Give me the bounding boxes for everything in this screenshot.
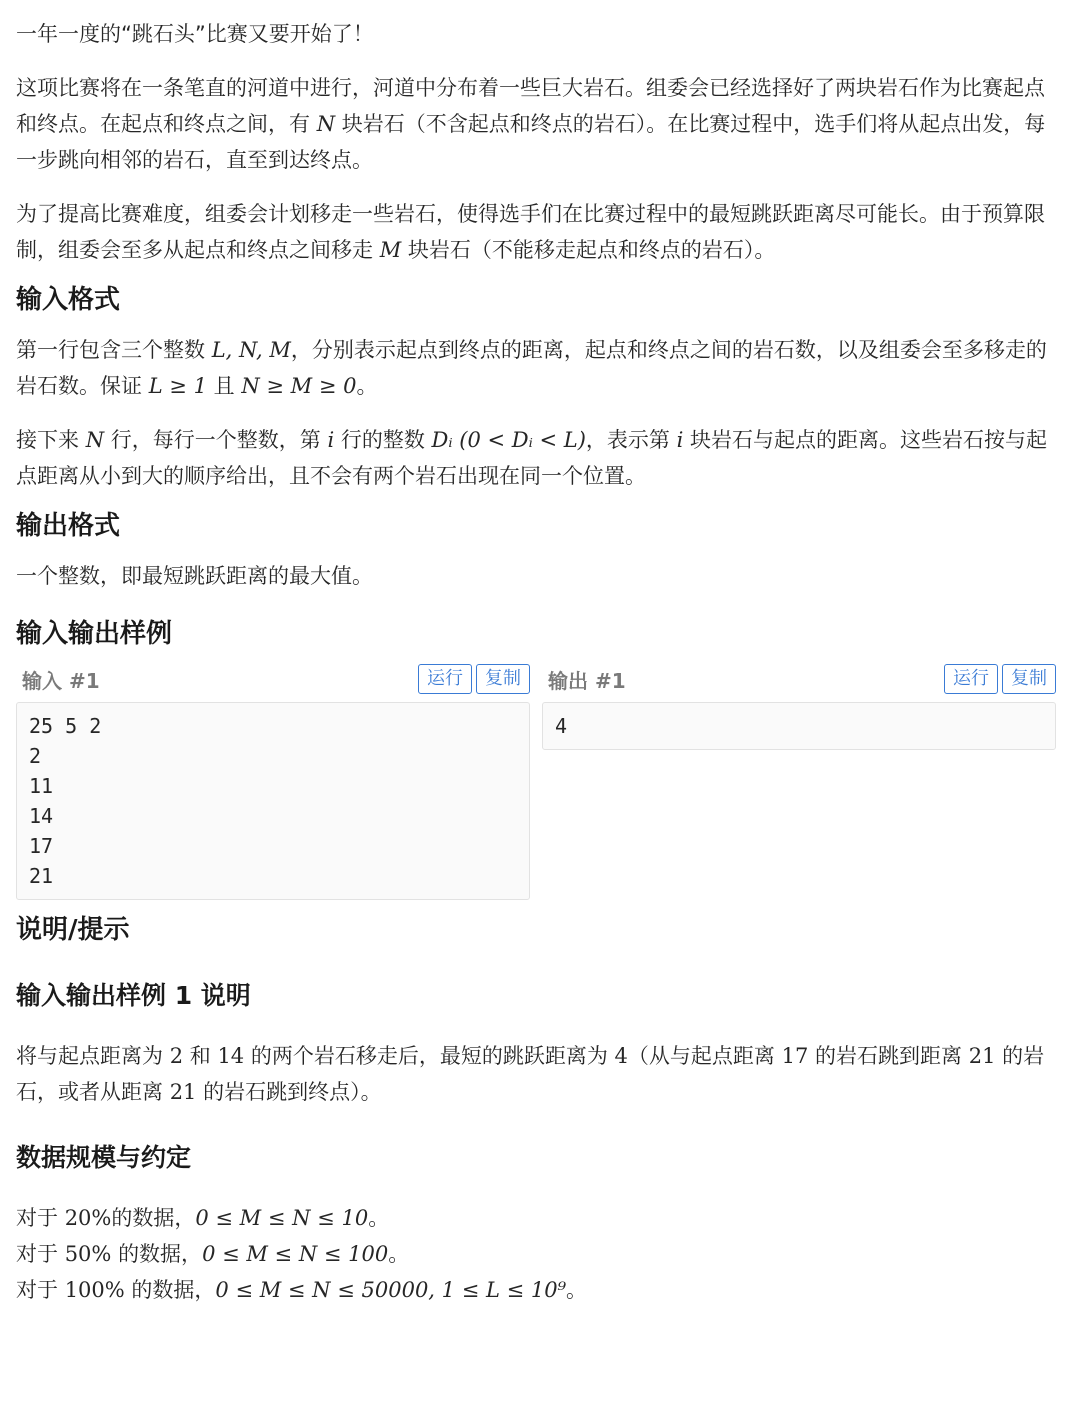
text: 且 [213,374,235,398]
samples-heading: 输入输出样例 [16,619,173,649]
samples-container [16,662,1056,900]
sample-output [542,662,1056,900]
text: 的岩石跳到终点）。 [203,1080,382,1104]
number: 2 [169,1044,184,1068]
input-format-paragraph-1 [16,332,1056,404]
sample-output-buttons [944,664,1056,694]
sample-explanation-heading: 输入输出样例 1 说明 [16,981,251,1010]
text: ，分别表示起点到终点的距离，起点和终点之间的岩石数，以及组委会至多移走的岩石数。保证 [16,338,1047,398]
constraint-20 [16,1200,1056,1236]
text: 将与起点距离为 [16,1044,163,1068]
sample-input-code[interactable]: 25 5 2 2 11 14 17 21 [16,702,530,900]
input-format-heading: 输入格式 [16,285,121,315]
text: 的数据， [118,1242,203,1266]
text: 接下来 [16,428,79,452]
var-n: N [85,428,105,452]
text: 这项比赛将在一条笔直的河道中进行，河道中分布着一些巨大岩石。组委会已经选择好了两块岩石作为比赛起点和终点。在起点和终点之间，有 [16,76,1045,136]
text: （从与起点距离 [627,1044,775,1068]
sample-input [16,662,530,900]
percent: 50% [64,1242,112,1266]
math-expression: 0 ≤ M ≤ N ≤ 10 [195,1206,369,1230]
run-output-button[interactable]: 运行 [944,664,998,694]
percent: 20% [64,1206,112,1230]
var-i: i [676,428,684,452]
var-n: N [316,112,336,136]
copy-input-button[interactable]: 复制 [476,664,530,694]
text: 第一行包含三个整数 [16,338,205,362]
description-paragraph-1 [16,70,1056,178]
text: 为了提高比赛难度，组委会计划移走一些岩石，使得选手们在比赛过程中的最短跳跃距离尽可能长。由于预算限制，组委会至多从起点和终点之间移走 [16,202,1045,262]
text: ，表示第 [585,428,670,452]
text: 块岩石（不含起点和终点的岩石）。在比赛过程中，选手们将从起点出发，每一步跳向相邻的岩石，直至到达终点。 [16,112,1046,172]
number: 4 [614,1044,628,1068]
text: 对于 [16,1206,58,1230]
text: 的数据， [111,1206,196,1230]
output-format-heading: 输出格式 [16,511,121,541]
sample-output-header [542,662,1056,696]
data-range-heading: 数据规模与约定 [16,1143,192,1172]
math-vars: L, N, M [211,338,291,362]
text: 的数据， [131,1278,216,1302]
copy-output-button[interactable]: 复制 [1002,664,1056,694]
output-format-text: 一个整数，即最短跳跃距离的最大值。 [16,564,373,588]
text: 块岩石与起点的距离。这些岩石按与起点距离从小到大的顺序给出，且不会有两个岩石出现在同一个位置。 [16,428,1048,488]
text: 。 [356,374,378,398]
text: 的岩石，或者从距离 [16,1044,1045,1104]
text: 块岩石（不能移走起点和终点的岩石）。 [407,238,776,262]
number: 21 [169,1080,197,1104]
intro-text: 一年一度的“跳石头”比赛又要开始了！ [16,22,374,46]
description-paragraph-2 [16,196,1056,268]
percent: 100% [64,1278,125,1302]
hint-heading: 说明/提示 [16,915,130,945]
math-condition: L ≥ 1 [148,374,207,398]
sample-input-buttons [418,664,530,694]
text: 行，每行一个整数，第 [110,428,321,452]
var-i: i [327,428,335,452]
sample-input-title: 输入 #1 [22,668,100,693]
var-m: M [379,238,402,262]
sample-input-header [16,662,530,696]
run-input-button[interactable]: 运行 [418,664,472,694]
text: 和 [189,1044,211,1068]
math-expression: 0 ≤ M ≤ N ≤ 100 [202,1242,389,1266]
text: 行的整数 [340,428,425,452]
math-expression: Dᵢ (0 < Dᵢ < L) [431,428,586,452]
number: 14 [217,1044,245,1068]
text: 。 [566,1278,587,1302]
text: 。 [388,1242,410,1266]
text: 的两个岩石移走后，最短的跳跃距离为 [250,1044,608,1068]
text: 的岩石跳到距离 [815,1044,963,1068]
sample-explanation-text [16,1038,1056,1110]
sample-output-title: 输出 #1 [548,668,626,693]
input-format-paragraph-2 [16,422,1056,494]
math-expression: 0 ≤ M ≤ N ≤ 50000, 1 ≤ L ≤ 10⁹ [215,1278,566,1302]
number: 21 [968,1044,996,1068]
sample-output-code[interactable]: 4 [542,702,1056,750]
number: 17 [781,1044,809,1068]
constraint-100 [16,1272,1056,1308]
text: 对于 [16,1242,58,1266]
text: 对于 [16,1278,58,1302]
math-condition: N ≥ M ≥ 0 [241,374,357,398]
text: 。 [368,1206,390,1230]
constraint-50 [16,1236,1056,1272]
